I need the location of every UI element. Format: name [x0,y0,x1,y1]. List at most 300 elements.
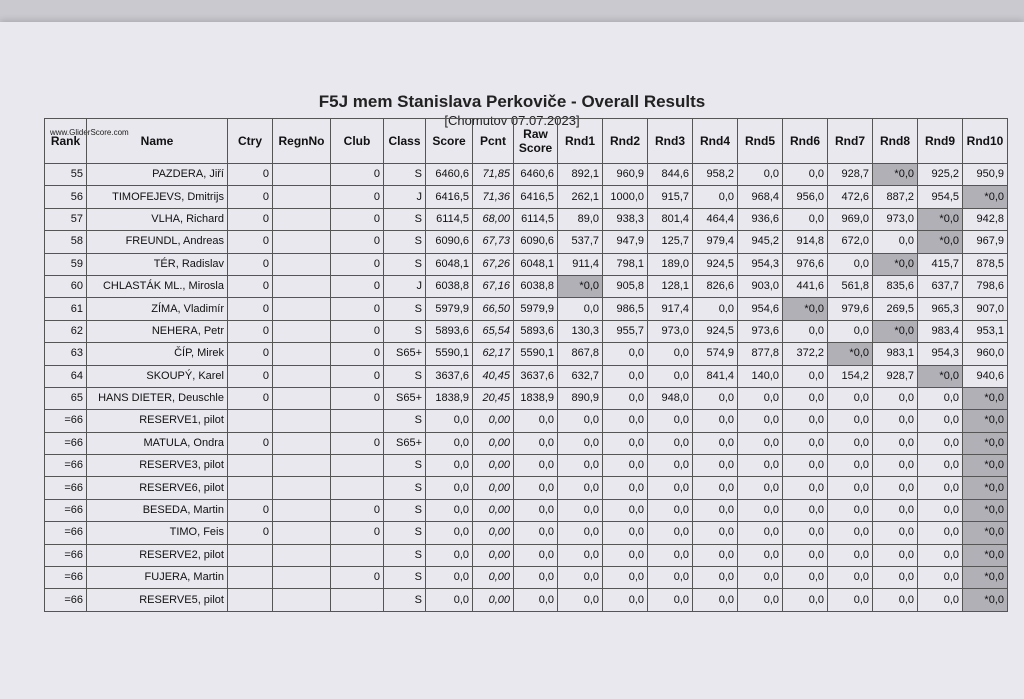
round-1-cell: 130,3 [558,320,603,342]
round-8-cell: 0,0 [873,387,918,409]
club-cell [331,477,384,499]
page-title: F5J mem Stanislava Perkoviče - Overall Results [318,92,706,111]
rank-cell: =66 [45,499,87,521]
round-6-cell: 0,0 [783,544,828,566]
club-cell: 0 [331,231,384,253]
round-3-cell: 0,0 [648,567,693,589]
col-header-raw-score: Raw Score [514,119,558,164]
round-6-cell: 0,0 [783,455,828,477]
score-cell: 3637,6 [426,365,473,387]
round-5-cell: 0,0 [738,499,783,521]
round-2-cell: 947,9 [603,231,648,253]
table-row [45,567,1008,589]
round-9-cell: *0,0 [918,208,963,230]
class-cell: S [384,522,426,544]
raw-score-cell: 0,0 [514,477,558,499]
round-6-cell: 372,2 [783,343,828,365]
raw-score-cell: 6038,8 [514,275,558,297]
pcnt-cell: 67,16 [473,275,514,297]
regnno-cell [273,387,331,409]
regnno-cell [273,589,331,611]
club-cell: 0 [331,320,384,342]
round-7-cell: 0,0 [828,455,873,477]
col-header-rnd9: Rnd9 [918,119,963,164]
round-10-cell: 960,0 [963,343,1008,365]
raw-score-cell: 0,0 [514,544,558,566]
name-cell: NEHERA, Petr [87,320,228,342]
col-header-rnd3: Rnd3 [648,119,693,164]
round-5-cell: 954,3 [738,253,783,275]
round-5-cell: 936,6 [738,208,783,230]
round-3-cell: 948,0 [648,387,693,409]
round-9-cell: 0,0 [918,455,963,477]
round-1-cell: 0,0 [558,432,603,454]
name-cell: TÉR, Radislav [87,253,228,275]
round-6-cell: 0,0 [783,410,828,432]
club-cell [331,589,384,611]
rank-cell: =66 [45,522,87,544]
rank-cell: 57 [45,208,87,230]
round-3-cell: 0,0 [648,522,693,544]
round-7-cell: 0,0 [828,567,873,589]
table-row [45,231,1008,253]
round-8-cell: 835,6 [873,275,918,297]
round-8-cell: 0,0 [873,499,918,521]
round-2-cell: 0,0 [603,544,648,566]
table-row [45,186,1008,208]
round-6-cell: 0,0 [783,522,828,544]
site-credit: www.GliderScore.com [50,128,129,137]
col-header-rnd1: Rnd1 [558,119,603,164]
pcnt-cell: 68,00 [473,208,514,230]
round-6-cell: 0,0 [783,499,828,521]
round-7-cell: 0,0 [828,253,873,275]
club-cell: 0 [331,343,384,365]
name-cell: TIMOFEJEVS, Dmitrijs [87,186,228,208]
regnno-cell [273,320,331,342]
class-cell: S [384,499,426,521]
round-4-cell: 0,0 [693,522,738,544]
table-row [45,477,1008,499]
class-cell: S65+ [384,387,426,409]
round-2-cell: 0,0 [603,567,648,589]
class-cell: S [384,298,426,320]
round-7-cell: 0,0 [828,522,873,544]
raw-score-cell: 6048,1 [514,253,558,275]
col-header-rnd5: Rnd5 [738,119,783,164]
round-6-cell: 0,0 [783,164,828,186]
round-10-cell: 950,9 [963,164,1008,186]
class-cell: S [384,365,426,387]
class-cell: S [384,477,426,499]
rank-cell: 61 [45,298,87,320]
pcnt-cell: 0,00 [473,567,514,589]
round-5-cell: 0,0 [738,589,783,611]
round-8-cell: 0,0 [873,410,918,432]
round-10-cell: 940,6 [963,365,1008,387]
round-2-cell: 1000,0 [603,186,648,208]
round-4-cell: 464,4 [693,208,738,230]
round-8-cell: 269,5 [873,298,918,320]
round-2-cell: 960,9 [603,164,648,186]
name-cell: VLHA, Richard [87,208,228,230]
header-row [45,119,1008,164]
round-7-cell: 0,0 [828,387,873,409]
round-7-cell: 979,6 [828,298,873,320]
round-8-cell: 928,7 [873,365,918,387]
score-cell: 0,0 [426,410,473,432]
col-header-name: Name [87,119,228,164]
ctry-cell [228,567,273,589]
regnno-cell [273,544,331,566]
round-10-cell: 798,6 [963,275,1008,297]
ctry-cell: 0 [228,343,273,365]
regnno-cell [273,499,331,521]
regnno-cell [273,208,331,230]
ctry-cell: 0 [228,275,273,297]
round-5-cell: 968,4 [738,186,783,208]
round-10-cell: *0,0 [963,455,1008,477]
name-cell: RESERVE1, pilot [87,410,228,432]
score-cell: 1838,9 [426,387,473,409]
round-4-cell: 958,2 [693,164,738,186]
club-cell: 0 [331,499,384,521]
round-3-cell: 0,0 [648,410,693,432]
pcnt-cell: 62,17 [473,343,514,365]
rank-cell: 63 [45,343,87,365]
class-cell: S65+ [384,343,426,365]
table-row [45,253,1008,275]
round-1-cell: 0,0 [558,477,603,499]
raw-score-cell: 0,0 [514,522,558,544]
round-9-cell: 0,0 [918,477,963,499]
round-6-cell: 914,8 [783,231,828,253]
round-1-cell: *0,0 [558,275,603,297]
round-9-cell: 983,4 [918,320,963,342]
name-cell: MATULA, Ondra [87,432,228,454]
col-header-ctry: Ctry [228,119,273,164]
round-8-cell: 0,0 [873,455,918,477]
table-row [45,589,1008,611]
round-3-cell: 0,0 [648,589,693,611]
round-5-cell: 0,0 [738,164,783,186]
round-2-cell: 0,0 [603,455,648,477]
round-3-cell: 0,0 [648,432,693,454]
ctry-cell: 0 [228,432,273,454]
round-2-cell: 0,0 [603,365,648,387]
pcnt-cell: 0,00 [473,499,514,521]
pcnt-cell: 0,00 [473,432,514,454]
round-9-cell: 0,0 [918,499,963,521]
round-10-cell: *0,0 [963,499,1008,521]
club-cell [331,410,384,432]
club-cell: 0 [331,432,384,454]
pcnt-cell: 0,00 [473,522,514,544]
round-1-cell: 537,7 [558,231,603,253]
name-cell: TIMO, Feis [87,522,228,544]
round-6-cell: 0,0 [783,432,828,454]
class-cell: S [384,455,426,477]
col-header-rank: Rank [45,119,87,164]
table-row [45,320,1008,342]
score-cell: 5979,9 [426,298,473,320]
col-header-rnd10: Rnd10 [963,119,1008,164]
round-5-cell: 945,2 [738,231,783,253]
class-cell: J [384,186,426,208]
round-8-cell: 0,0 [873,544,918,566]
class-cell: S [384,567,426,589]
club-cell: 0 [331,186,384,208]
class-cell: J [384,275,426,297]
col-header-rnd2: Rnd2 [603,119,648,164]
round-5-cell: 0,0 [738,387,783,409]
round-10-cell: *0,0 [963,589,1008,611]
score-cell: 0,0 [426,432,473,454]
class-cell: S [384,231,426,253]
raw-score-cell: 0,0 [514,455,558,477]
rank-cell: =66 [45,477,87,499]
club-cell: 0 [331,208,384,230]
round-10-cell: 942,8 [963,208,1008,230]
regnno-cell [273,253,331,275]
raw-score-cell: 6090,6 [514,231,558,253]
name-cell: RESERVE2, pilot [87,544,228,566]
col-header-rnd4: Rnd4 [693,119,738,164]
round-2-cell: 0,0 [603,589,648,611]
round-6-cell: 0,0 [783,365,828,387]
regnno-cell [273,186,331,208]
ctry-cell: 0 [228,208,273,230]
name-cell: FREUNDL, Andreas [87,231,228,253]
col-header-rnd6: Rnd6 [783,119,828,164]
round-3-cell: 0,0 [648,343,693,365]
round-2-cell: 938,3 [603,208,648,230]
round-4-cell: 0,0 [693,298,738,320]
regnno-cell [273,343,331,365]
name-cell: SKOUPÝ, Karel [87,365,228,387]
round-6-cell: 0,0 [783,320,828,342]
round-2-cell: 0,0 [603,387,648,409]
round-2-cell: 955,7 [603,320,648,342]
round-6-cell: 956,0 [783,186,828,208]
score-cell: 6038,8 [426,275,473,297]
round-4-cell: 924,5 [693,253,738,275]
round-10-cell: *0,0 [963,477,1008,499]
round-7-cell: 0,0 [828,589,873,611]
round-3-cell: 0,0 [648,544,693,566]
score-cell: 5893,6 [426,320,473,342]
round-7-cell: 0,0 [828,410,873,432]
round-6-cell: 441,6 [783,275,828,297]
round-6-cell: *0,0 [783,298,828,320]
round-10-cell: *0,0 [963,567,1008,589]
round-4-cell: 0,0 [693,544,738,566]
table-row [45,275,1008,297]
round-8-cell: 973,0 [873,208,918,230]
col-header-class: Class [384,119,426,164]
regnno-cell [273,164,331,186]
ctry-cell: 0 [228,365,273,387]
class-cell: S [384,320,426,342]
table-row [45,164,1008,186]
table-row [45,432,1008,454]
round-4-cell: 0,0 [693,387,738,409]
score-cell: 6416,5 [426,186,473,208]
pcnt-cell: 0,00 [473,477,514,499]
round-1-cell: 0,0 [558,589,603,611]
round-9-cell: 925,2 [918,164,963,186]
round-5-cell: 0,0 [738,567,783,589]
table-row [45,410,1008,432]
rank-cell: =66 [45,589,87,611]
table-row [45,455,1008,477]
results-body [45,164,1008,612]
ctry-cell: 0 [228,499,273,521]
round-7-cell: 969,0 [828,208,873,230]
score-cell: 6460,6 [426,164,473,186]
round-8-cell: *0,0 [873,164,918,186]
raw-score-cell: 6114,5 [514,208,558,230]
raw-score-cell: 6416,5 [514,186,558,208]
round-3-cell: 917,4 [648,298,693,320]
round-7-cell: 0,0 [828,544,873,566]
round-7-cell: 0,0 [828,477,873,499]
round-4-cell: 574,9 [693,343,738,365]
raw-score-cell: 0,0 [514,567,558,589]
round-2-cell: 0,0 [603,522,648,544]
ctry-cell [228,477,273,499]
round-4-cell: 0,0 [693,567,738,589]
pcnt-cell: 0,00 [473,589,514,611]
round-8-cell: 0,0 [873,432,918,454]
class-cell: S [384,544,426,566]
class-cell: S [384,410,426,432]
ctry-cell [228,589,273,611]
round-7-cell: 0,0 [828,499,873,521]
round-8-cell: *0,0 [873,253,918,275]
score-cell: 0,0 [426,499,473,521]
club-cell: 0 [331,275,384,297]
round-3-cell: 0,0 [648,477,693,499]
col-header-rnd7: Rnd7 [828,119,873,164]
round-8-cell: 0,0 [873,567,918,589]
regnno-cell [273,365,331,387]
regnno-cell [273,477,331,499]
name-cell: FUJERA, Martin [87,567,228,589]
club-cell: 0 [331,365,384,387]
rank-cell: 60 [45,275,87,297]
regnno-cell [273,298,331,320]
round-9-cell: 637,7 [918,275,963,297]
score-cell: 0,0 [426,544,473,566]
score-cell: 6114,5 [426,208,473,230]
round-7-cell: *0,0 [828,343,873,365]
table-row [45,208,1008,230]
rank-cell: =66 [45,544,87,566]
raw-score-cell: 0,0 [514,499,558,521]
round-7-cell: 472,6 [828,186,873,208]
raw-score-cell: 0,0 [514,432,558,454]
ctry-cell: 0 [228,320,273,342]
round-4-cell: 0,0 [693,432,738,454]
round-4-cell: 0,0 [693,589,738,611]
ctry-cell: 0 [228,164,273,186]
round-3-cell: 189,0 [648,253,693,275]
round-2-cell: 0,0 [603,343,648,365]
round-9-cell: 0,0 [918,410,963,432]
regnno-cell [273,231,331,253]
ctry-cell: 0 [228,231,273,253]
round-1-cell: 890,9 [558,387,603,409]
name-cell: RESERVE6, pilot [87,477,228,499]
table-row [45,298,1008,320]
round-7-cell: 0,0 [828,320,873,342]
round-5-cell: 973,6 [738,320,783,342]
club-cell: 0 [331,522,384,544]
club-cell: 0 [331,387,384,409]
round-6-cell: 0,0 [783,387,828,409]
round-1-cell: 867,8 [558,343,603,365]
round-2-cell: 0,0 [603,477,648,499]
raw-score-cell: 5893,6 [514,320,558,342]
round-9-cell: 0,0 [918,544,963,566]
round-1-cell: 0,0 [558,544,603,566]
round-8-cell: 0,0 [873,522,918,544]
round-5-cell: 0,0 [738,544,783,566]
round-6-cell: 976,6 [783,253,828,275]
round-8-cell: 0,0 [873,477,918,499]
score-cell: 0,0 [426,522,473,544]
table-row [45,544,1008,566]
pcnt-cell: 71,36 [473,186,514,208]
col-header-score: Score [426,119,473,164]
pcnt-cell: 0,00 [473,455,514,477]
rank-cell: =66 [45,455,87,477]
club-cell: 0 [331,253,384,275]
round-7-cell: 0,0 [828,432,873,454]
round-4-cell: 0,0 [693,186,738,208]
class-cell: S65+ [384,432,426,454]
round-5-cell: 0,0 [738,522,783,544]
pcnt-cell: 0,00 [473,410,514,432]
round-10-cell: 878,5 [963,253,1008,275]
name-cell: ČÍP, Mirek [87,343,228,365]
round-1-cell: 0,0 [558,499,603,521]
regnno-cell [273,567,331,589]
round-3-cell: 0,0 [648,499,693,521]
round-9-cell: 0,0 [918,567,963,589]
class-cell: S [384,253,426,275]
round-2-cell: 0,0 [603,410,648,432]
score-cell: 5590,1 [426,343,473,365]
round-10-cell: *0,0 [963,544,1008,566]
round-3-cell: 844,6 [648,164,693,186]
ctry-cell [228,455,273,477]
round-8-cell: 983,1 [873,343,918,365]
class-cell: S [384,208,426,230]
rank-cell: 65 [45,387,87,409]
round-3-cell: 0,0 [648,365,693,387]
ctry-cell: 0 [228,387,273,409]
pcnt-cell: 0,00 [473,544,514,566]
round-5-cell: 877,8 [738,343,783,365]
raw-score-cell: 3637,6 [514,365,558,387]
table-row [45,343,1008,365]
round-2-cell: 0,0 [603,499,648,521]
round-5-cell: 954,6 [738,298,783,320]
score-cell: 6048,1 [426,253,473,275]
round-9-cell: 954,5 [918,186,963,208]
